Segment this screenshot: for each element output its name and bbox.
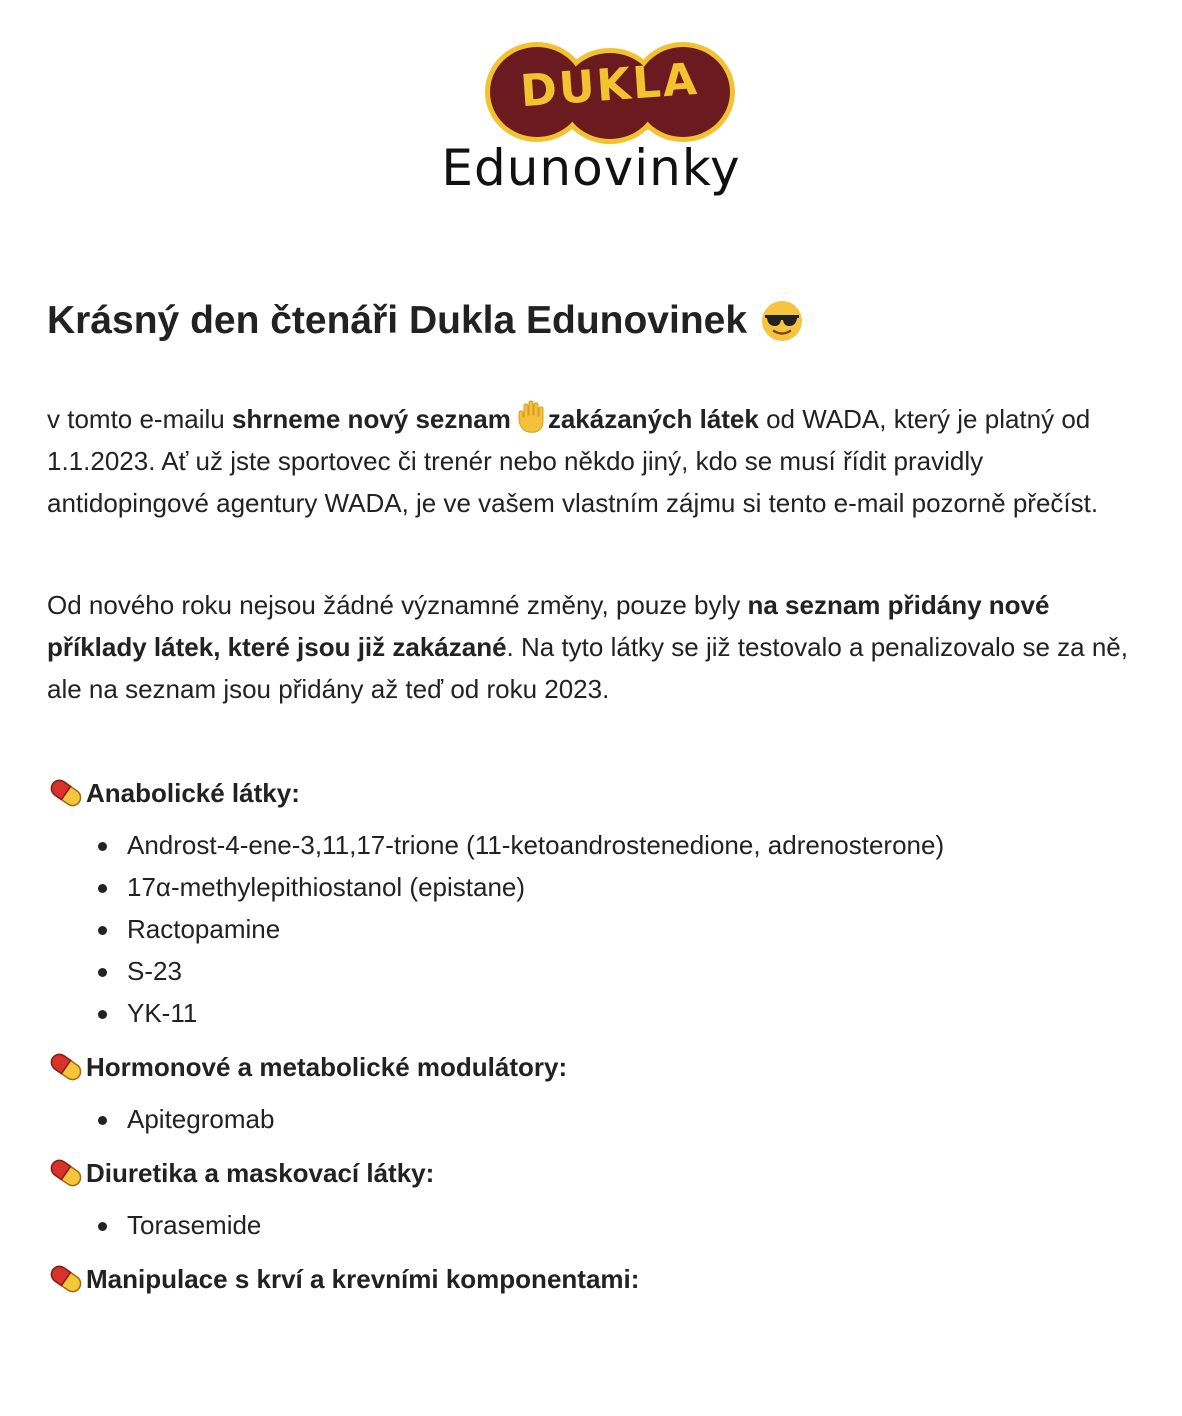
section-title: Diuretika a maskovací látky: xyxy=(86,1158,435,1188)
logo-text: DUKLA xyxy=(518,53,701,118)
section-heading-diuretics xyxy=(47,1152,1142,1194)
email-body xyxy=(47,292,1142,1300)
substance-list xyxy=(47,824,1142,1034)
greeting-heading xyxy=(47,292,1142,350)
changes-text-2: . Na tyto látky se již testovalo a penalizovalo se za ně, ale na seznam jsou přidány až teď od roku 2023. xyxy=(47,632,1128,704)
pill-icon xyxy=(47,774,85,812)
list-item: S-23 xyxy=(127,950,1142,992)
section-title: Manipulace s krví a krevními komponentami: xyxy=(86,1264,640,1294)
pill-icon xyxy=(47,1260,85,1298)
newsletter-header xyxy=(0,30,1182,205)
list-item: Apitegromab xyxy=(127,1098,1142,1140)
section-heading-blood xyxy=(47,1258,1142,1300)
changes-paragraph xyxy=(47,584,1142,710)
intro-bold-1: shrneme nový seznam xyxy=(231,404,511,434)
section-title: Hormonové a metabolické modulátory: xyxy=(86,1052,568,1082)
list-item: 17α-methylepithiostanol (epistane) xyxy=(127,866,1142,908)
dukla-logo xyxy=(483,36,737,144)
list-item: Torasemide xyxy=(127,1204,1142,1246)
substance-list xyxy=(47,1098,1142,1140)
section-heading-hormonal xyxy=(47,1046,1142,1088)
substance-list xyxy=(47,1204,1142,1246)
changes-bold: na seznam přidány nové příklady látek, které jsou již zakázané xyxy=(47,590,1050,662)
list-item: Androst-4-ene-3,11,17-trione (11-ketoandrostenedione, adrenosterone) xyxy=(127,824,1142,866)
list-item: Ractopamine xyxy=(127,908,1142,950)
logo-subtitle: Edunovinky xyxy=(441,139,741,197)
raised-hand-icon xyxy=(515,400,547,434)
greeting-title: Krásný den čtenáři Dukla Edunovinek xyxy=(47,299,748,342)
list-item: YK-11 xyxy=(127,992,1142,1034)
intro-text-1: v tomto e-mailu xyxy=(47,404,232,434)
section-title: Anabolické látky: xyxy=(86,778,300,808)
changes-text-1: Od nového roku nejsou žádné významné změny, pouze byly xyxy=(47,590,748,620)
intro-text-2: od WADA, který je platný od 1.1.2023. Ať už jste sportovec či trenér nebo někdo jiný, kdo se musí řídit pravidly antidopingové agentury WADA, je ve vašem vlastním zájmu si tento e-mail pozorně přečíst. xyxy=(47,404,1099,518)
pill-icon xyxy=(47,1154,85,1192)
intro-paragraph xyxy=(47,398,1142,524)
sunglasses-face-icon xyxy=(761,300,803,342)
section-heading-anabolic xyxy=(47,772,1142,814)
intro-bold-2: zakázaných látek xyxy=(547,404,759,434)
pill-icon xyxy=(47,1048,85,1086)
